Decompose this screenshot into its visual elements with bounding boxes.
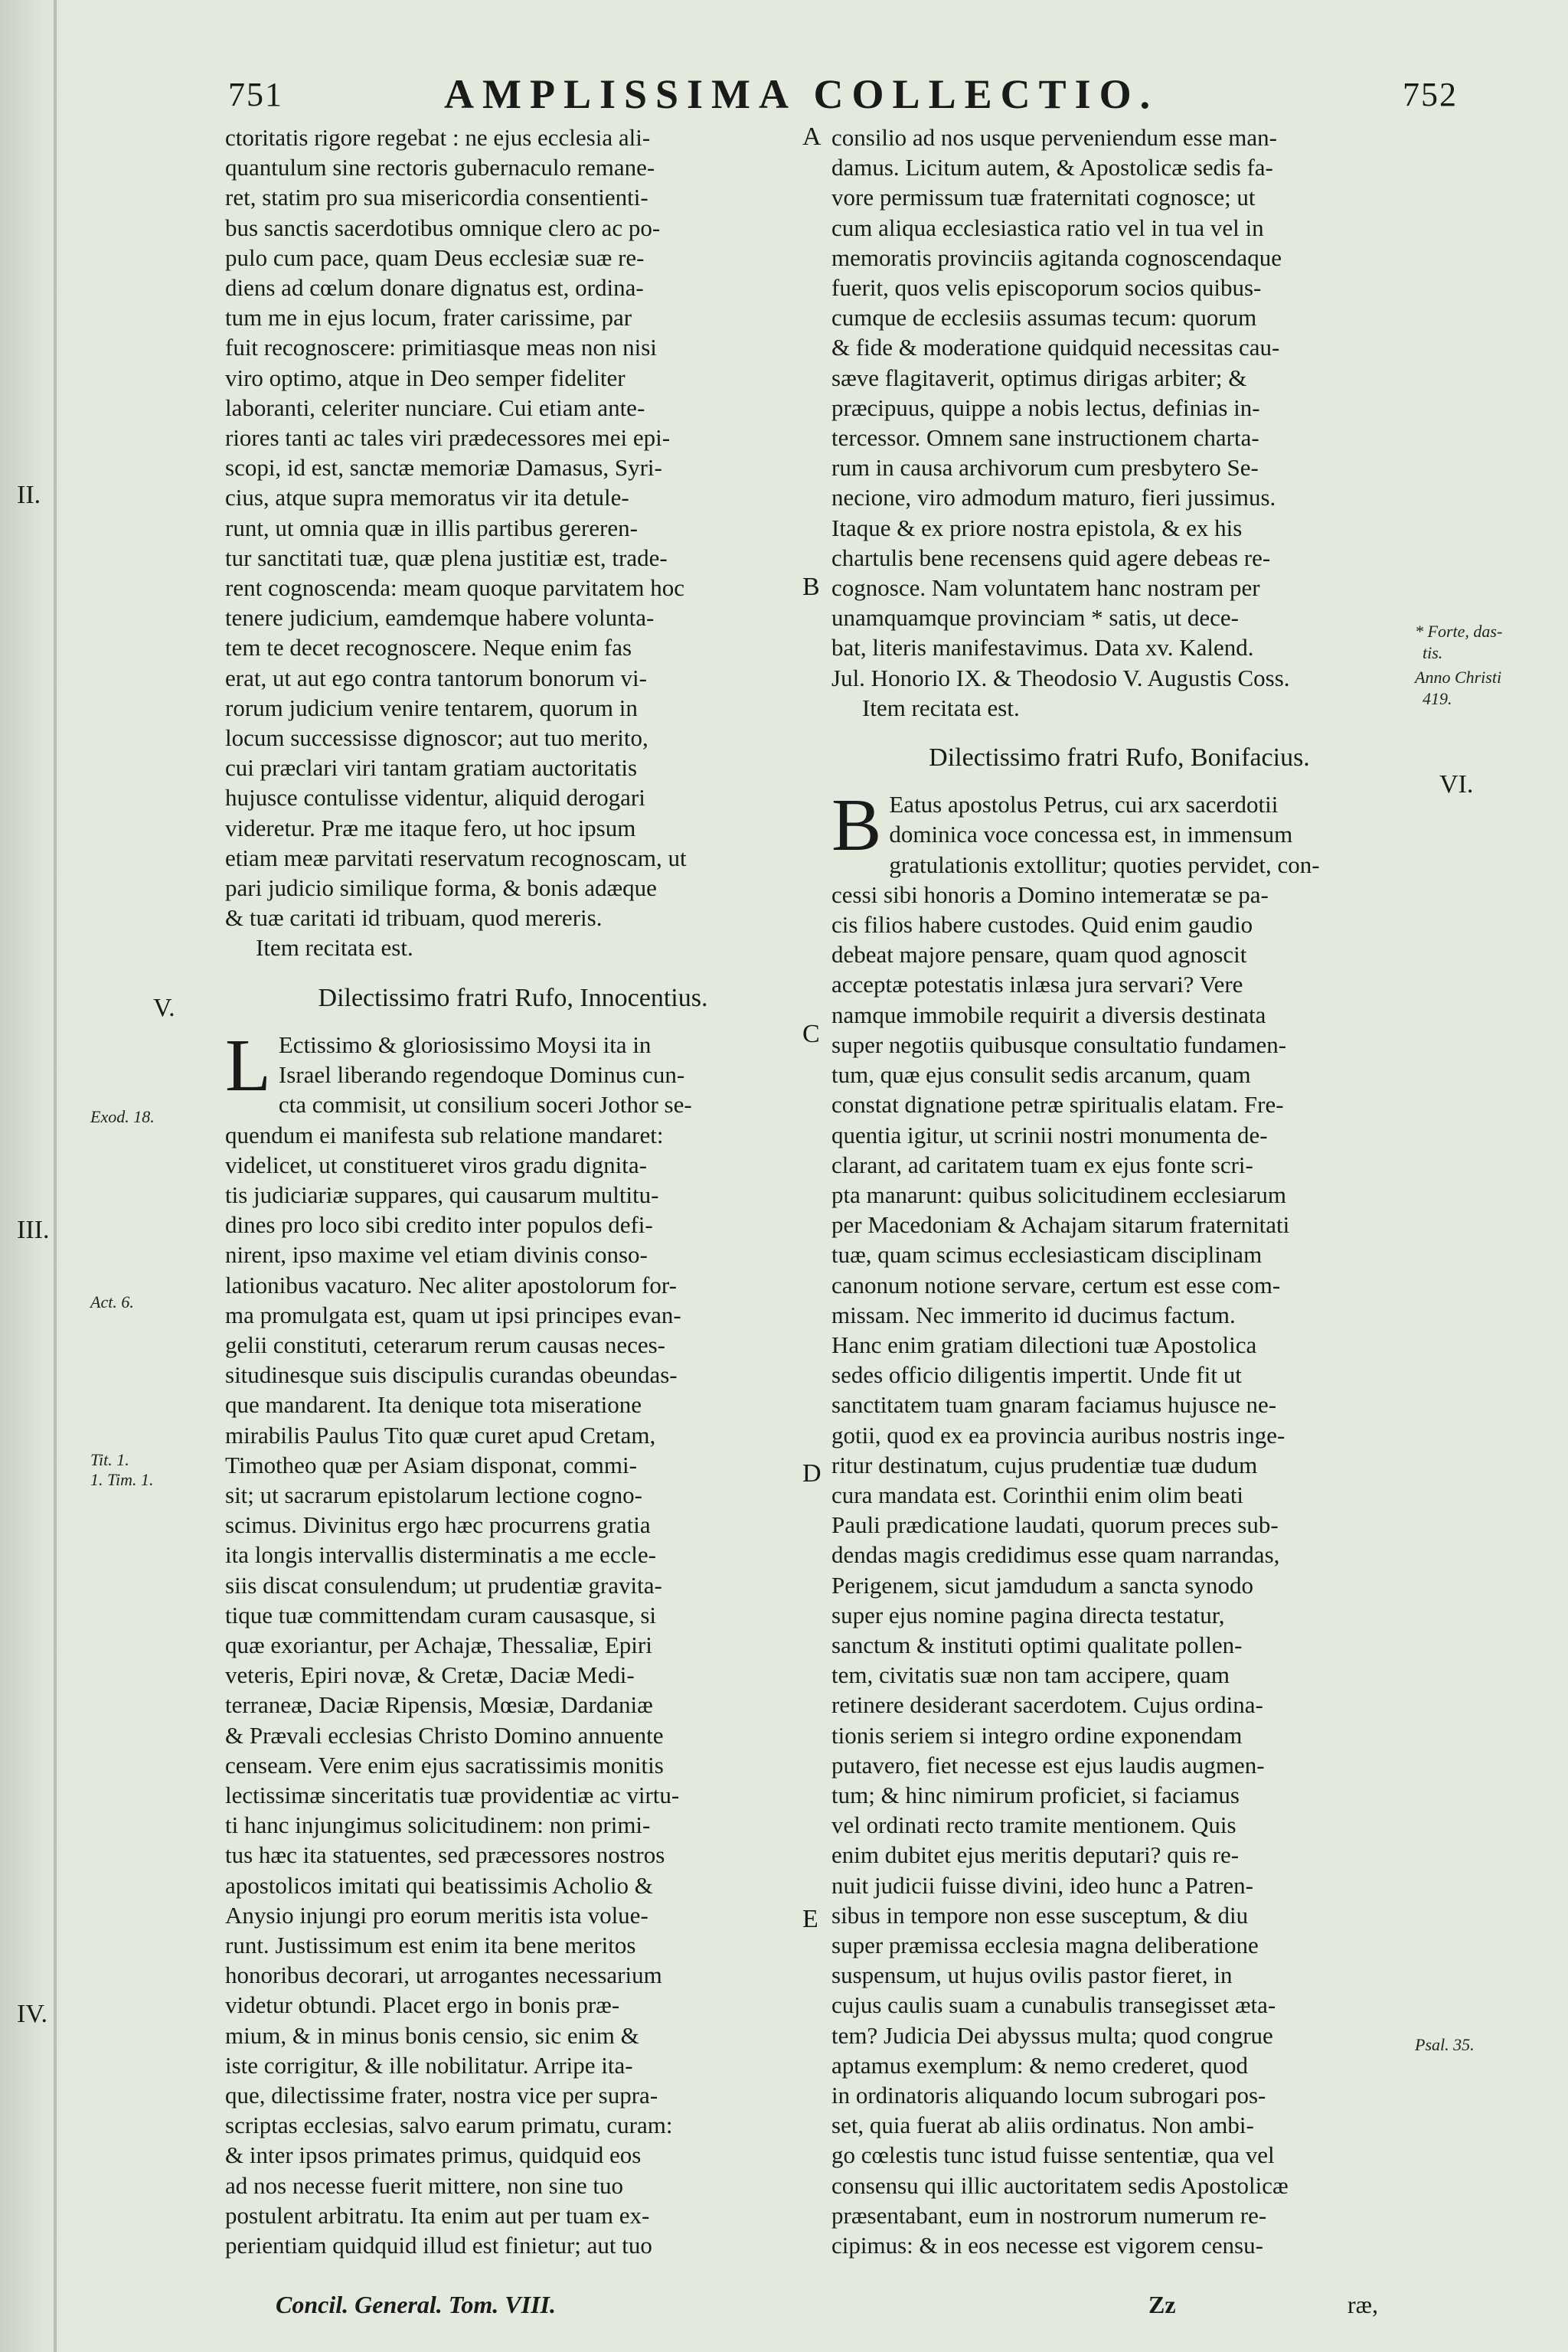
left-p2-line: Timotheo quæ per Asiam disponat, commi- (225, 1451, 637, 1478)
right-p2-line: cis filios habere custodes. Quid enim gaudio (831, 911, 1253, 939)
right-p2-line: sanctitatem tuam gnaram faciamus hujusce ne- (831, 1391, 1277, 1419)
right-p1-line: consilio ad nos usque perveniendum esse man- (831, 124, 1277, 151)
right-p2-line: suspensum, ut hujus ovilis pastor fieret, in (831, 1962, 1233, 1989)
right-p2-line: Hanc enim gratiam dilectioni tuæ Apostolica (831, 1331, 1257, 1358)
right-p1-line: sæve flagitaverit, optimus dirigas arbiter; & (831, 364, 1247, 391)
right-p2-line: nuit judicii fuisse divini, ideo hunc a Patren- (831, 1871, 1254, 1899)
right-p1-line: necione, viro admodum maturo, fieri jussimus. (831, 484, 1276, 511)
right-p2-line: Eatus apostolus Petrus, cui arx sacerdotii (889, 791, 1279, 818)
left-p2-line: veteris, Epiri novæ, & Cretæ, Daciæ Medi- (225, 1661, 635, 1689)
right-p2-line: super ejus nomine pagina directa testatur, (831, 1601, 1225, 1628)
section-letter-d: D (802, 1459, 822, 1488)
right-p2-line: præsentabant, eum in nostrorum numerum re- (831, 2201, 1267, 2229)
right-p2-line: super præmissa ecclesia magna deliberatione (831, 1931, 1259, 1958)
right-p2-line: sedes officio diligentis impertit. Unde fit ut (831, 1361, 1242, 1389)
left-p2-line: cta commisit, ut consilium soceri Jothor se- (278, 1091, 692, 1119)
section-letter-c: C (802, 1020, 820, 1048)
right-p2-line: cura mandata est. Corinthii enim olim beati (831, 1481, 1244, 1508)
right-p1-line: damus. Licitum autem, & Apostolicæ sedis fa- (831, 154, 1273, 181)
left-p2-line: sit; ut sacrarum epistolarum lectione cogno- (225, 1481, 642, 1508)
right-p2-line: enim dubitet ejus meritis deputari? quis re- (831, 1841, 1240, 1869)
left-p2-line: lationibus vacaturo. Nec aliter apostolorum for- (225, 1271, 677, 1298)
left-p2-line: gelii constituti, ceterarum rerum causas neces- (225, 1331, 665, 1358)
section-letter-a: A (802, 122, 822, 151)
right-p1-line: bat, literis manifestavimus. Data xv. Kalend. (831, 634, 1254, 662)
right-p2-line: cessi sibi honoris a Domino intemeratæ se pa- (831, 880, 1269, 908)
left-p2-line: terraneæ, Daciæ Ripensis, Mœsiæ, Dardaniæ (225, 1691, 653, 1719)
left-p1-line: hujusce contulisse videntur, aliquid derogari (225, 784, 645, 812)
right-p1-line: memoratis provinciis agitanda cognoscendaque (831, 243, 1282, 271)
left-p2-line: iste corrigitur, & ille nobilitatur. Arripe ita- (225, 2051, 633, 2079)
right-p2-line: go cœlestis tunc istud fuisse sententiæ, qua vel (831, 2141, 1275, 2169)
footer-catchword: ræ, (1348, 2291, 1378, 2318)
right-p2-line: tem? Judicia Dei abyssus multa; quod congrue (831, 2021, 1273, 2049)
margin-roman-v: V. (153, 994, 175, 1022)
right-p1-line: tercessor. Omnem sane instructionem charta- (831, 424, 1259, 452)
right-p1-line: & fide & moderatione quidquid necessitas cau- (831, 334, 1280, 361)
left-paragraph-1 (225, 122, 801, 933)
left-p2-line: videlicet, ut constitueret viros gradu dignita- (225, 1151, 647, 1178)
margin-note-tit: Tit. 1. (90, 1450, 129, 1469)
left-heading: Dilectissimo fratri Rufo, Innocentius. (318, 983, 708, 1012)
left-p1-line: pulo cum pace, quam Deus ecclesiæ suæ re- (225, 243, 645, 271)
right-p2-line: tem, civitatis suæ non tam accipere, quam (831, 1661, 1230, 1689)
left-p2-line: perientiam quidquid illud est finietur; aut tuo (225, 2232, 652, 2259)
right-p2-line: sibus in tempore non esse susceptum, & diu (831, 1901, 1249, 1929)
left-paragraph-2 (225, 1024, 801, 2260)
left-p1-line: riores tanti ac tales viri prædecessores mei epi- (225, 424, 671, 452)
right-column (831, 122, 1407, 2260)
right-p2-line: gratulationis extollitur; quoties pervidet, con- (889, 851, 1320, 878)
right-p2-line: gotii, quod ex ea provincia auribus nostris inge- (831, 1421, 1285, 1449)
left-p2-line: tis judiciariæ suppares, qui causarum multitu- (225, 1181, 659, 1208)
right-p2-line: pta manarunt: quibus solicitudinem ecclesiarum (831, 1181, 1287, 1208)
right-p1-line: cumque de ecclesiis assumas tecum: quorum (831, 304, 1257, 332)
right-p2-line: dendas magis credidimus esse quam narrandas, (831, 1541, 1280, 1569)
right-p2-line: constat dignatione petræ spiritualis elatam. Fre- (831, 1091, 1284, 1119)
left-p1-line: etiam meæ parvitati reservatum recognoscam, ut (225, 844, 687, 871)
left-p1-line: tem te decet recognoscere. Neque enim fas (225, 634, 632, 662)
left-p1-line: pari judicio similique forma, & bonis adæque (225, 874, 657, 902)
left-p2-line: ma promulgata est, quam ut ipsi principes evan- (225, 1301, 681, 1328)
left-p2-line: tique tuæ committendam curam causasque, si (225, 1601, 657, 1628)
left-p2-line: Israel liberando regendoque Dominus cun- (278, 1061, 685, 1089)
right-p1-line: Jul. Honorio IX. & Theodosio V. Augustis Coss. (831, 664, 1290, 691)
left-p2-line: quendum ei manifesta sub relatione mandaret: (225, 1121, 664, 1148)
left-p1-line: rorum judicium venire tentarem, quorum in (225, 694, 638, 721)
left-p2-line: mirabilis Paulus Tito quæ curet apud Cretam, (225, 1421, 656, 1449)
margin-roman-iii: III. (17, 1216, 50, 1244)
right-dropcap: B (831, 784, 882, 867)
left-p1-line: & tuæ caritati id tribuam, quod mereris. (225, 904, 603, 932)
left-p1-line: cius, atque supra memoratus vir ita detule- (225, 484, 629, 511)
footer-signature: Zz (1148, 2291, 1176, 2318)
margin-note-psal: Psal. 35. (1415, 2035, 1475, 2054)
left-p1-line: ret, statim pro sua misericordia consentienti- (225, 184, 648, 211)
left-p1-line: tum me in ejus locum, frater carissime, par (225, 304, 632, 332)
right-p2-line: set, quia fuerat ab aliis ordinatus. Non ambi- (831, 2112, 1254, 2139)
right-p1-line: rum in causa archivorum cum presbytero Se- (831, 454, 1259, 482)
right-p2-line: Perigenem, sicut jamdudum a sancta synodo (831, 1571, 1253, 1599)
left-p2-line: Anysio injungi pro eorum meritis ista volue- (225, 1901, 648, 1929)
right-p2-line: clarant, ad caritatem tuam ex ejus fonte scri- (831, 1151, 1253, 1178)
right-p1-line: præcipuus, quippe a nobis lectus, definias in- (831, 394, 1260, 421)
right-p1-line: fuerit, quos velis episcoporum socios quibus- (831, 274, 1262, 302)
right-p1-line: cum aliqua ecclesiastica ratio vel in tua vel in (831, 214, 1264, 241)
right-p2-line: tum; & hinc nimirum proficiet, si faciamus (831, 1781, 1240, 1808)
left-p2-line: mium, & in minus bonis censio, sic enim & (225, 2021, 639, 2049)
running-title: AMPLISSIMA COLLECTIO. (444, 71, 1159, 117)
left-p1-line: locum successisse dignoscor; aut tuo merito, (225, 724, 648, 752)
left-p1-line: ctoritatis rigore regebat : ne ejus ecclesia ali- (225, 124, 651, 151)
right-recitata: Item recitata est. (862, 694, 1020, 721)
right-p2-line: cipimus: & in eos necesse est vigorem censu- (831, 2232, 1263, 2259)
left-p2-line: ti hanc injungimus solicitudinem: non primi- (225, 1811, 651, 1839)
left-p2-line: apostolicos imitati qui beatissimis Acholio & (225, 1871, 653, 1899)
right-p1-line: vore permissum tuæ fraternitati cognosce; ut (831, 184, 1256, 211)
left-p2-line: ad nos necesse fuerit mittere, non sine tuo (225, 2171, 623, 2199)
right-p2-line: canonum notione servare, certum est esse com- (831, 1271, 1281, 1298)
left-p2-line: tus hæc ita statuentes, sed præcessores nostros (225, 1841, 665, 1869)
left-p2-line: postulent arbitratu. Ita enim aut per tuam ex- (225, 2201, 650, 2229)
right-p2-line: consensu qui illic auctoritatem sedis Apostolicæ (831, 2171, 1289, 2199)
left-p2-line: scriptas ecclesias, salvo earum primatu, curam: (225, 2112, 673, 2139)
left-p2-line: que, dilectissime frater, nostra vice per supra- (225, 2082, 658, 2109)
page-number-left: 751 (228, 76, 283, 113)
left-p2-line: videtur obtundi. Placet ergo in bonis præ- (225, 1991, 620, 2019)
left-p1-line: tur sanctitati tuæ, quæ plena justitiæ est, trade- (225, 544, 668, 571)
left-p2-line: & Prævali ecclesias Christo Domino annuente (225, 1721, 664, 1749)
left-p2-line: runt. Justissimum est enim ita bene meritos (225, 1931, 636, 1958)
left-p2-line: siis discat consulendum; ut prudentiæ gravita- (225, 1571, 662, 1599)
left-p2-line: nirent, ipso maxime vel etiam divinis conso- (225, 1241, 648, 1269)
left-p2-line: honoribus decorari, ut arrogantes necessarium (225, 1962, 662, 1989)
left-dropcap: L (225, 1024, 271, 1107)
right-p2-line: retinere desiderant sacerdotem. Cujus ordina- (831, 1691, 1263, 1719)
right-p1-line: unamquamque provinciam * satis, ut dece- (831, 604, 1240, 632)
right-p2-line: vel ordinati recto tramite mentionem. Quis (831, 1811, 1236, 1839)
right-p2-line: tionis seriem si integro ordine exponendam (831, 1721, 1243, 1749)
left-p1-line: quantulum sine rectoris gubernaculo remane- (225, 154, 655, 181)
right-p1-line: cognosce. Nam voluntatem hanc nostram per (831, 574, 1260, 602)
right-p2-line: sanctum & instituti optimi qualitate pollen- (831, 1631, 1243, 1658)
left-p1-line: viro optimo, atque in Deo semper fideliter (225, 364, 626, 391)
right-heading: Dilectissimo fratri Rufo, Bonifacius. (929, 743, 1310, 773)
gutter-fold (54, 0, 57, 2352)
right-p1-line: chartulis bene recensens quid agere debeas re- (831, 544, 1271, 571)
margin-roman-vi: VI. (1439, 770, 1474, 799)
margin-note-anno-2: 419. (1423, 689, 1452, 708)
margin-note-exod: Exod. 18. (90, 1107, 155, 1126)
section-letter-e: E (802, 1905, 818, 1933)
left-p1-line: rent cognoscenda: meam quoque parvitatem hoc (225, 574, 684, 602)
left-p2-line: dines pro loco sibi credito inter populos defi- (225, 1211, 653, 1239)
left-p1-line: scopi, id est, sanctæ memoriæ Damasus, Syri- (225, 454, 662, 482)
right-p2-line: putavero, fiet necesse est ejus laudis augmen- (831, 1751, 1265, 1779)
right-paragraph-2 (831, 784, 1407, 2260)
margin-note-anno: Anno Christi (1415, 668, 1502, 687)
left-p2-line: scimus. Divinitus ergo hæc procurrens gratia (225, 1511, 651, 1539)
margin-note-forte: * Forte, das- (1415, 622, 1503, 641)
right-p2-line: per Macedoniam & Achajam sitarum fraternitati (831, 1211, 1290, 1239)
margin-note-tim: 1. Tim. 1. (90, 1470, 154, 1489)
left-p2-line: Ectissimo & gloriosissimo Moysi ita in (278, 1031, 652, 1058)
right-p2-line: cujus caulis suam a cunabulis transegisset æta- (831, 1991, 1276, 2019)
right-p2-line: Pauli prædicatione laudati, quorum preces sub- (831, 1511, 1279, 1539)
left-p1-line: diens ad cœlum donare dignatus est, ordina- (225, 274, 644, 302)
left-p2-line: situdinesque suis discipulis curandas obeundas- (225, 1361, 678, 1389)
left-p2-line: quæ exoriantur, per Achajæ, Thessaliæ, Epiri (225, 1631, 652, 1658)
left-p2-line: & inter ipsos primates primus, quidquid eos (225, 2141, 642, 2169)
margin-roman-iv: IV. (17, 2000, 47, 2028)
left-column (225, 122, 801, 2260)
right-p2-line: debeat majore pensare, quam quod agnoscit (831, 941, 1247, 969)
left-p1-line: cui præclari viri tantam gratiam auctoritatis (225, 754, 638, 782)
left-p1-line: bus sanctis sacerdotibus omnique clero ac po- (225, 214, 661, 241)
left-p1-line: laboranti, celeriter nunciare. Cui etiam ante- (225, 394, 645, 421)
left-p2-line: ita longis intervallis disterminatis a me eccle- (225, 1541, 656, 1569)
right-p2-line: in ordinatoris aliquando locum subrogari pos- (831, 2082, 1266, 2109)
section-letter-b: B (802, 573, 820, 601)
margin-note-forte-2: tis. (1423, 643, 1443, 662)
right-p2-line: acceptæ potestatis inlæsa jura servari? Vere (831, 971, 1243, 998)
right-p2-line: missam. Nec immerito id ducimus factum. (831, 1301, 1236, 1328)
page-number-right: 752 (1403, 76, 1458, 113)
left-p1-line: erat, ut aut ego contra tantorum bonorum vi- (225, 664, 647, 691)
right-p2-line: tum, quæ ejus consulit sedis arcanum, quam (831, 1061, 1251, 1089)
right-p2-line: super negotiis quibusque consultatio fundamen- (831, 1031, 1287, 1058)
left-p1-line: tenere judicium, eamdemque habere volunta- (225, 604, 655, 632)
left-recitata: Item recitata est. (256, 934, 413, 962)
left-p1-line: runt, ut omnia quæ in illis partibus gereren- (225, 514, 638, 541)
right-paragraph-1 (831, 122, 1407, 693)
margin-roman-ii: II. (17, 481, 41, 509)
left-p1-line: videretur. Præ me itaque fero, ut hoc ipsum (225, 814, 636, 841)
footer-volume: Concil. General. Tom. VIII. (276, 2291, 556, 2318)
left-p2-line: censeam. Vere enim ejus sacratissimis monitis (225, 1751, 664, 1779)
right-p2-line: tuæ, quam scimus ecclesiasticam disciplinam (831, 1241, 1263, 1269)
margin-note-act: Act. 6. (90, 1292, 134, 1312)
right-p2-line: dominica voce concessa est, in immensum (889, 821, 1293, 848)
right-p2-line: ritur destinatum, cujus prudentiæ tuæ dudum (831, 1451, 1258, 1478)
left-p2-line: que mandarent. Ita denique tota miseratione (225, 1391, 642, 1419)
left-p1-line: fuit recognoscere: primitiasque meas non nisi (225, 334, 657, 361)
right-p1-line: Itaque & ex priore nostra epistola, & ex his (831, 514, 1243, 541)
right-p2-line: quentia igitur, ut scrinii nostri monumenta de- (831, 1121, 1268, 1148)
right-p2-line: aptamus exemplum: & nemo crederet, quod (831, 2051, 1249, 2079)
right-p2-line: namque immobile requirit a diversis destinata (831, 1001, 1266, 1028)
left-p2-line: lectissimæ sinceritatis tuæ providentiæ ac virtu- (225, 1781, 680, 1808)
